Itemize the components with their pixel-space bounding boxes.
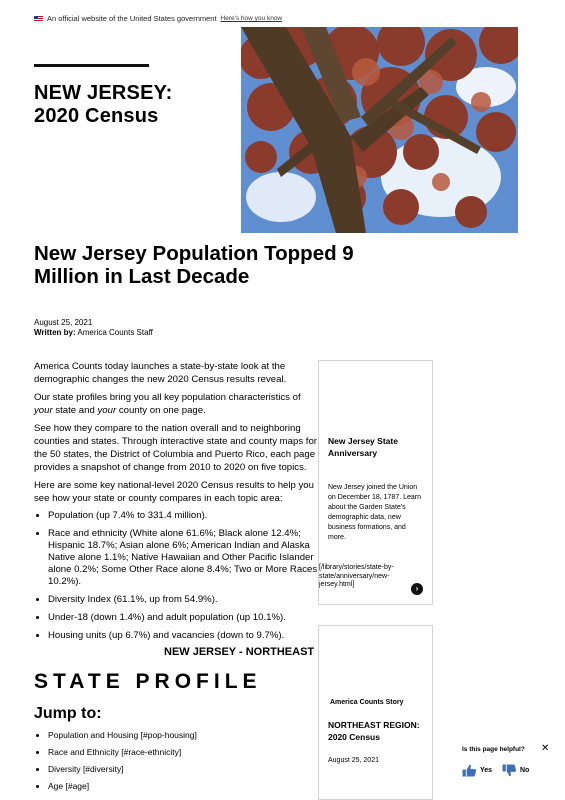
card-label: America Counts Story [330, 699, 404, 706]
card-url: [/library/stories/state-by-state/anniversary/new-jersey.html] [319, 564, 394, 588]
list-item: • Housing units (up 6.7%) and vacancies (down to 9.7%). [48, 630, 318, 642]
list-item: • Under-18 (down 1.4%) and adult population (up 10.1%). [48, 612, 318, 624]
jump-to-list [48, 727, 197, 795]
feedback-no-label: No [520, 767, 530, 774]
hero-title [34, 82, 173, 128]
jump-link-pop-housing[interactable]: • Population and Housing [#pop-housing] [48, 727, 197, 744]
related-card-anniversary[interactable] [318, 360, 433, 605]
card-title: New Jersey State Anniversary [328, 436, 398, 458]
list-item: • Population (up 7.4% to 331.4 million). [48, 510, 318, 522]
list-item: • Diversity Index (61.1%, up from 54.9%). [48, 594, 318, 606]
jump-to-title: Jump to: [34, 705, 102, 722]
close-icon[interactable]: ✕ [541, 743, 550, 754]
byline-value: America Counts Staff [77, 328, 153, 337]
jump-link-race-ethnicity[interactable]: • Race and Ethnicity [#race-ethnicity] [48, 744, 197, 761]
paragraph-3: See how they compare to the nation overall and to neighboring counties and states. Through interactive state and county maps for the 50 states, the District of Columbia and Puerto Rico, each page provides a snapshot of change from 2010 to 2020 on five topics. [34, 423, 318, 473]
article-meta [34, 318, 153, 338]
results-list [48, 510, 318, 642]
feedback-widget [462, 743, 557, 786]
paragraph-1: America Counts today launches a state-by-state look at the demographic changes the new 2020 Census results reveal. [34, 361, 287, 385]
hero-title-line1: NEW JERSEY: [34, 82, 173, 104]
hero-tree-image [241, 27, 518, 233]
paragraph-2 [34, 391, 318, 417]
tree-canopy-illustration [241, 27, 518, 233]
feedback-question: Is this page helpful? [462, 746, 525, 753]
jump-link-diversity[interactable]: • Diversity [#diversity] [48, 761, 197, 778]
gov-banner-text: An official website of the United States government [47, 14, 217, 23]
card-date: August 25, 2021 [328, 757, 379, 764]
article-byline [34, 328, 153, 338]
arrow-right-icon[interactable]: › [411, 583, 423, 595]
thumbs-down-icon [502, 764, 517, 777]
p2-b: state and [52, 405, 98, 416]
feedback-yes-button[interactable] [462, 764, 492, 777]
p2-em2: your [97, 405, 117, 416]
state-profile-title: STATE PROFILE [34, 670, 262, 693]
feedback-no-button[interactable] [502, 764, 529, 777]
related-card-northeast[interactable] [318, 625, 433, 800]
region-title: NEW JERSEY - NORTHEAST [164, 646, 315, 658]
heres-how-you-know-link[interactable]: Here's how you know [220, 15, 283, 22]
article-body [34, 360, 318, 648]
jump-link-age[interactable]: • Age [#age] [48, 778, 197, 795]
hero-rule [34, 64, 149, 67]
thumbs-up-icon [462, 764, 477, 777]
card-title: NORTHEAST REGION: 2020 Census [328, 720, 420, 742]
p2-c: county on one page. [116, 405, 206, 416]
gov-banner [34, 14, 282, 23]
list-item: • Race and ethnicity (White alone 61.6%; Black alone 12.4%; Hispanic 18.7%; Asian alone 6%; American Indian and Alaska Native alone 1.1%; Native Hawaiian and Other Pacific Islander alone 0.2%; Some Other Race alone 8.4%; Two or More Races 10.2%). [48, 528, 318, 588]
article-title: New Jersey Population Topped 9 Million in Last Decade [34, 242, 354, 288]
article-date: August 25, 2021 [34, 318, 93, 327]
hero-title-line2: 2020 Census [34, 105, 159, 127]
p2-a: Our state profiles bring you all key population characteristics of [34, 392, 301, 403]
byline-label: Written by: [34, 328, 76, 337]
paragraph-4: Here are some key national-level 2020 Census results to help you see how your state or county compares in each topic area: [34, 480, 314, 504]
feedback-yes-label: Yes [480, 767, 493, 774]
us-flag-icon [34, 16, 43, 22]
p2-em1: your [34, 405, 53, 416]
card-description: New Jersey joined the Union on December 18, 1787. Learn about the Garden State's demographic data, new business formations, and more. [328, 484, 422, 541]
